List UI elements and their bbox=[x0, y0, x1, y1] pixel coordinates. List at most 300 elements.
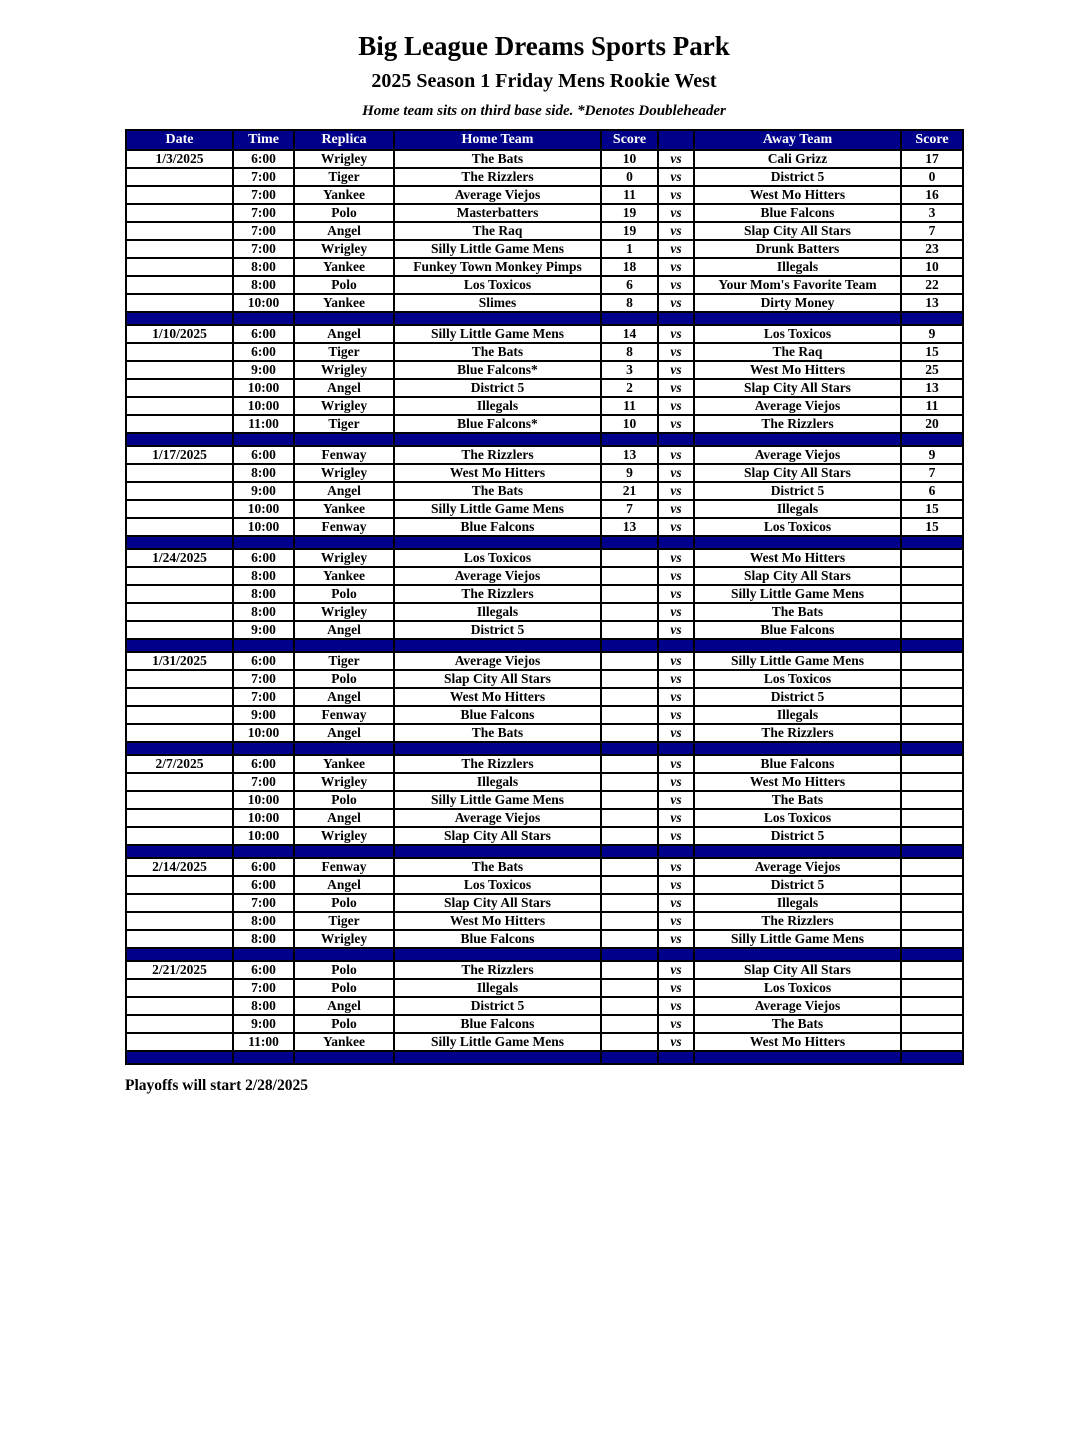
vs-cell: vs bbox=[658, 415, 694, 433]
date-cell bbox=[126, 809, 233, 827]
vs-cell: vs bbox=[658, 518, 694, 536]
separator-cell bbox=[394, 742, 601, 755]
replica-cell: Tiger bbox=[294, 168, 394, 186]
separator-cell bbox=[394, 1051, 601, 1064]
home-team-cell: Funkey Town Monkey Pimps bbox=[394, 258, 601, 276]
separator-row bbox=[126, 433, 963, 446]
separator-row bbox=[126, 1051, 963, 1064]
away-team-cell: Average Viejos bbox=[694, 446, 901, 464]
time-cell: 8:00 bbox=[233, 997, 294, 1015]
time-cell: 11:00 bbox=[233, 1033, 294, 1051]
away-team-cell: Your Mom's Favorite Team bbox=[694, 276, 901, 294]
replica-cell: Angel bbox=[294, 621, 394, 639]
home-team-cell: Masterbatters bbox=[394, 204, 601, 222]
time-cell: 10:00 bbox=[233, 397, 294, 415]
date-cell bbox=[126, 912, 233, 930]
home-score-cell: 10 bbox=[601, 150, 658, 168]
separator-cell bbox=[294, 948, 394, 961]
time-cell: 10:00 bbox=[233, 827, 294, 845]
replica-cell: Yankee bbox=[294, 500, 394, 518]
separator-cell bbox=[233, 639, 294, 652]
replica-cell: Wrigley bbox=[294, 464, 394, 482]
vs-cell: vs bbox=[658, 258, 694, 276]
time-cell: 7:00 bbox=[233, 688, 294, 706]
game-row bbox=[126, 827, 963, 845]
away-score-cell bbox=[901, 1015, 963, 1033]
home-score-cell bbox=[601, 688, 658, 706]
away-score-cell bbox=[901, 930, 963, 948]
column-header-time: Time bbox=[233, 130, 294, 150]
time-cell: 6:00 bbox=[233, 652, 294, 670]
replica-cell: Angel bbox=[294, 222, 394, 240]
home-score-cell bbox=[601, 912, 658, 930]
game-row bbox=[126, 204, 963, 222]
vs-cell: vs bbox=[658, 204, 694, 222]
time-cell: 7:00 bbox=[233, 670, 294, 688]
replica-cell: Polo bbox=[294, 961, 394, 979]
separator-cell bbox=[394, 536, 601, 549]
time-cell: 6:00 bbox=[233, 755, 294, 773]
vs-cell: vs bbox=[658, 567, 694, 585]
away-score-cell: 20 bbox=[901, 415, 963, 433]
home-score-cell: 0 bbox=[601, 168, 658, 186]
vs-cell: vs bbox=[658, 670, 694, 688]
separator-cell bbox=[394, 948, 601, 961]
separator-row bbox=[126, 312, 963, 325]
home-score-cell bbox=[601, 858, 658, 876]
away-team-cell: The Bats bbox=[694, 791, 901, 809]
date-cell bbox=[126, 518, 233, 536]
away-team-cell: The Bats bbox=[694, 603, 901, 621]
home-score-cell bbox=[601, 755, 658, 773]
away-score-cell bbox=[901, 670, 963, 688]
separator-cell bbox=[126, 1051, 233, 1064]
home-score-cell: 13 bbox=[601, 446, 658, 464]
replica-cell: Polo bbox=[294, 1015, 394, 1033]
away-score-cell bbox=[901, 912, 963, 930]
separator-cell bbox=[126, 312, 233, 325]
away-team-cell: Average Viejos bbox=[694, 997, 901, 1015]
separator-row bbox=[126, 639, 963, 652]
replica-cell: Polo bbox=[294, 894, 394, 912]
replica-cell: Polo bbox=[294, 204, 394, 222]
game-row bbox=[126, 603, 963, 621]
game-row bbox=[126, 549, 963, 567]
home-team-cell: The Bats bbox=[394, 858, 601, 876]
date-cell bbox=[126, 186, 233, 204]
separator-cell bbox=[601, 845, 658, 858]
vs-cell: vs bbox=[658, 827, 694, 845]
away-team-cell: Slap City All Stars bbox=[694, 379, 901, 397]
date-cell bbox=[126, 397, 233, 415]
game-row bbox=[126, 773, 963, 791]
away-score-cell bbox=[901, 997, 963, 1015]
separator-cell bbox=[658, 742, 694, 755]
replica-cell: Yankee bbox=[294, 567, 394, 585]
date-cell bbox=[126, 482, 233, 500]
home-score-cell bbox=[601, 724, 658, 742]
game-row bbox=[126, 258, 963, 276]
home-score-cell bbox=[601, 549, 658, 567]
date-cell bbox=[126, 979, 233, 997]
away-team-cell: Silly Little Game Mens bbox=[694, 585, 901, 603]
away-score-cell: 17 bbox=[901, 150, 963, 168]
home-team-cell: The Rizzlers bbox=[394, 168, 601, 186]
game-row bbox=[126, 464, 963, 482]
home-team-cell: Slap City All Stars bbox=[394, 894, 601, 912]
home-team-cell: Average Viejos bbox=[394, 186, 601, 204]
home-team-cell: Illegals bbox=[394, 773, 601, 791]
separator-cell bbox=[694, 845, 901, 858]
away-score-cell: 9 bbox=[901, 325, 963, 343]
home-score-cell bbox=[601, 930, 658, 948]
time-cell: 10:00 bbox=[233, 724, 294, 742]
home-team-cell: The Bats bbox=[394, 343, 601, 361]
replica-cell: Angel bbox=[294, 997, 394, 1015]
home-team-cell: Silly Little Game Mens bbox=[394, 1033, 601, 1051]
away-team-cell: Blue Falcons bbox=[694, 621, 901, 639]
separator-row bbox=[126, 948, 963, 961]
replica-cell: Angel bbox=[294, 809, 394, 827]
game-row bbox=[126, 876, 963, 894]
game-row bbox=[126, 343, 963, 361]
away-team-cell: Los Toxicos bbox=[694, 809, 901, 827]
column-header-home-score: Score bbox=[601, 130, 658, 150]
away-team-cell: Los Toxicos bbox=[694, 518, 901, 536]
separator-cell bbox=[294, 433, 394, 446]
away-score-cell bbox=[901, 706, 963, 724]
home-score-cell bbox=[601, 876, 658, 894]
game-row bbox=[126, 621, 963, 639]
away-score-cell: 7 bbox=[901, 464, 963, 482]
page-subtitle: 2025 Season 1 Friday Mens Rookie West bbox=[371, 70, 717, 92]
away-team-cell: West Mo Hitters bbox=[694, 186, 901, 204]
time-cell: 10:00 bbox=[233, 791, 294, 809]
home-score-cell bbox=[601, 1033, 658, 1051]
time-cell: 7:00 bbox=[233, 773, 294, 791]
separator-cell bbox=[694, 742, 901, 755]
replica-cell: Polo bbox=[294, 979, 394, 997]
home-team-cell: Blue Falcons bbox=[394, 1015, 601, 1033]
away-score-cell: 15 bbox=[901, 343, 963, 361]
away-score-cell: 15 bbox=[901, 518, 963, 536]
game-row bbox=[126, 446, 963, 464]
game-row bbox=[126, 688, 963, 706]
away-score-cell bbox=[901, 827, 963, 845]
time-cell: 10:00 bbox=[233, 518, 294, 536]
date-cell bbox=[126, 773, 233, 791]
away-team-cell: District 5 bbox=[694, 482, 901, 500]
home-team-cell: The Bats bbox=[394, 724, 601, 742]
away-team-cell: District 5 bbox=[694, 168, 901, 186]
game-row bbox=[126, 930, 963, 948]
replica-cell: Angel bbox=[294, 379, 394, 397]
replica-cell: Yankee bbox=[294, 1033, 394, 1051]
vs-cell: vs bbox=[658, 930, 694, 948]
game-row bbox=[126, 168, 963, 186]
game-row bbox=[126, 222, 963, 240]
game-row bbox=[126, 755, 963, 773]
replica-cell: Wrigley bbox=[294, 603, 394, 621]
game-row bbox=[126, 652, 963, 670]
home-score-cell: 7 bbox=[601, 500, 658, 518]
game-row bbox=[126, 567, 963, 585]
home-score-cell: 9 bbox=[601, 464, 658, 482]
separator-cell bbox=[126, 639, 233, 652]
vs-cell: vs bbox=[658, 276, 694, 294]
replica-cell: Fenway bbox=[294, 706, 394, 724]
separator-cell bbox=[694, 536, 901, 549]
separator-cell bbox=[126, 742, 233, 755]
date-cell: 1/24/2025 bbox=[126, 549, 233, 567]
game-row bbox=[126, 791, 963, 809]
separator-cell bbox=[901, 312, 963, 325]
date-cell: 2/21/2025 bbox=[126, 961, 233, 979]
home-score-cell bbox=[601, 773, 658, 791]
game-row bbox=[126, 961, 963, 979]
vs-cell: vs bbox=[658, 706, 694, 724]
replica-cell: Wrigley bbox=[294, 240, 394, 258]
home-score-cell: 10 bbox=[601, 415, 658, 433]
date-cell bbox=[126, 343, 233, 361]
replica-cell: Angel bbox=[294, 688, 394, 706]
date-cell bbox=[126, 688, 233, 706]
vs-cell: vs bbox=[658, 603, 694, 621]
separator-cell bbox=[601, 948, 658, 961]
vs-cell: vs bbox=[658, 809, 694, 827]
home-score-cell: 6 bbox=[601, 276, 658, 294]
home-team-cell: Silly Little Game Mens bbox=[394, 500, 601, 518]
replica-cell: Yankee bbox=[294, 755, 394, 773]
replica-cell: Yankee bbox=[294, 294, 394, 312]
date-cell bbox=[126, 724, 233, 742]
column-header-replica: Replica bbox=[294, 130, 394, 150]
replica-cell: Wrigley bbox=[294, 397, 394, 415]
vs-cell: vs bbox=[658, 325, 694, 343]
game-row bbox=[126, 397, 963, 415]
home-team-cell: The Bats bbox=[394, 482, 601, 500]
vs-cell: vs bbox=[658, 446, 694, 464]
home-score-cell bbox=[601, 706, 658, 724]
vs-cell: vs bbox=[658, 397, 694, 415]
date-cell bbox=[126, 603, 233, 621]
replica-cell: Fenway bbox=[294, 446, 394, 464]
replica-cell: Fenway bbox=[294, 518, 394, 536]
away-score-cell: 6 bbox=[901, 482, 963, 500]
game-row bbox=[126, 997, 963, 1015]
home-team-cell: Slap City All Stars bbox=[394, 670, 601, 688]
vs-cell: vs bbox=[658, 343, 694, 361]
separator-cell bbox=[233, 433, 294, 446]
separator-cell bbox=[901, 639, 963, 652]
home-score-cell: 11 bbox=[601, 186, 658, 204]
date-cell bbox=[126, 240, 233, 258]
separator-cell bbox=[294, 639, 394, 652]
time-cell: 6:00 bbox=[233, 325, 294, 343]
date-cell: 1/17/2025 bbox=[126, 446, 233, 464]
date-cell bbox=[126, 500, 233, 518]
away-team-cell: Illegals bbox=[694, 706, 901, 724]
vs-cell: vs bbox=[658, 549, 694, 567]
date-cell: 1/3/2025 bbox=[126, 150, 233, 168]
away-score-cell bbox=[901, 549, 963, 567]
game-row bbox=[126, 979, 963, 997]
away-team-cell: Los Toxicos bbox=[694, 979, 901, 997]
time-cell: 9:00 bbox=[233, 1015, 294, 1033]
away-score-cell: 13 bbox=[901, 294, 963, 312]
away-score-cell bbox=[901, 603, 963, 621]
date-cell: 1/31/2025 bbox=[126, 652, 233, 670]
date-cell bbox=[126, 567, 233, 585]
home-score-cell bbox=[601, 809, 658, 827]
replica-cell: Angel bbox=[294, 482, 394, 500]
away-score-cell: 13 bbox=[901, 379, 963, 397]
time-cell: 7:00 bbox=[233, 186, 294, 204]
date-cell: 1/10/2025 bbox=[126, 325, 233, 343]
home-team-cell: Illegals bbox=[394, 603, 601, 621]
date-cell bbox=[126, 827, 233, 845]
time-cell: 6:00 bbox=[233, 150, 294, 168]
time-cell: 6:00 bbox=[233, 876, 294, 894]
separator-cell bbox=[394, 433, 601, 446]
vs-cell: vs bbox=[658, 791, 694, 809]
away-team-cell: Silly Little Game Mens bbox=[694, 652, 901, 670]
away-score-cell bbox=[901, 773, 963, 791]
away-score-cell bbox=[901, 961, 963, 979]
separator-cell bbox=[601, 433, 658, 446]
home-team-cell: The Bats bbox=[394, 150, 601, 168]
home-team-cell: District 5 bbox=[394, 997, 601, 1015]
playoffs-note: Playoffs will start 2/28/2025 bbox=[125, 1077, 308, 1094]
separator-cell bbox=[901, 1051, 963, 1064]
home-score-cell: 18 bbox=[601, 258, 658, 276]
home-team-cell: The Rizzlers bbox=[394, 755, 601, 773]
away-score-cell bbox=[901, 858, 963, 876]
away-score-cell bbox=[901, 809, 963, 827]
vs-cell: vs bbox=[658, 585, 694, 603]
home-team-cell: Silly Little Game Mens bbox=[394, 325, 601, 343]
time-cell: 9:00 bbox=[233, 361, 294, 379]
home-team-cell: Los Toxicos bbox=[394, 876, 601, 894]
separator-cell bbox=[601, 639, 658, 652]
home-score-cell bbox=[601, 791, 658, 809]
away-score-cell: 3 bbox=[901, 204, 963, 222]
separator-cell bbox=[658, 433, 694, 446]
home-team-cell: West Mo Hitters bbox=[394, 688, 601, 706]
game-row bbox=[126, 186, 963, 204]
separator-cell bbox=[294, 742, 394, 755]
separator-row bbox=[126, 845, 963, 858]
home-score-cell: 3 bbox=[601, 361, 658, 379]
separator-cell bbox=[394, 845, 601, 858]
home-score-cell bbox=[601, 997, 658, 1015]
date-cell bbox=[126, 670, 233, 688]
column-header-away-team: Away Team bbox=[694, 130, 901, 150]
date-cell bbox=[126, 276, 233, 294]
separator-cell bbox=[694, 948, 901, 961]
away-team-cell: The Raq bbox=[694, 343, 901, 361]
time-cell: 8:00 bbox=[233, 567, 294, 585]
home-team-cell: Blue Falcons bbox=[394, 706, 601, 724]
home-team-cell: The Rizzlers bbox=[394, 446, 601, 464]
home-team-cell: District 5 bbox=[394, 379, 601, 397]
separator-cell bbox=[658, 536, 694, 549]
time-cell: 7:00 bbox=[233, 240, 294, 258]
time-cell: 7:00 bbox=[233, 168, 294, 186]
date-cell: 2/14/2025 bbox=[126, 858, 233, 876]
vs-cell: vs bbox=[658, 361, 694, 379]
replica-cell: Polo bbox=[294, 670, 394, 688]
away-score-cell bbox=[901, 567, 963, 585]
away-team-cell: Silly Little Game Mens bbox=[694, 930, 901, 948]
time-cell: 8:00 bbox=[233, 276, 294, 294]
time-cell: 7:00 bbox=[233, 894, 294, 912]
date-cell bbox=[126, 1015, 233, 1033]
separator-cell bbox=[694, 433, 901, 446]
column-header-vs bbox=[658, 130, 694, 150]
away-score-cell bbox=[901, 876, 963, 894]
home-team-cell: Blue Falcons bbox=[394, 518, 601, 536]
away-score-cell: 9 bbox=[901, 446, 963, 464]
time-cell: 6:00 bbox=[233, 549, 294, 567]
date-cell bbox=[126, 894, 233, 912]
away-team-cell: The Rizzlers bbox=[694, 415, 901, 433]
away-score-cell bbox=[901, 791, 963, 809]
time-cell: 6:00 bbox=[233, 446, 294, 464]
replica-cell: Tiger bbox=[294, 343, 394, 361]
replica-cell: Wrigley bbox=[294, 549, 394, 567]
away-team-cell: West Mo Hitters bbox=[694, 549, 901, 567]
vs-cell: vs bbox=[658, 755, 694, 773]
home-score-cell: 11 bbox=[601, 397, 658, 415]
away-score-cell: 10 bbox=[901, 258, 963, 276]
away-score-cell bbox=[901, 979, 963, 997]
separator-cell bbox=[233, 312, 294, 325]
column-header-date: Date bbox=[126, 130, 233, 150]
home-score-cell: 21 bbox=[601, 482, 658, 500]
page-title: Big League Dreams Sports Park bbox=[358, 31, 730, 61]
replica-cell: Tiger bbox=[294, 415, 394, 433]
home-score-cell bbox=[601, 603, 658, 621]
time-cell: 8:00 bbox=[233, 603, 294, 621]
home-score-cell: 13 bbox=[601, 518, 658, 536]
vs-cell: vs bbox=[658, 464, 694, 482]
vs-cell: vs bbox=[658, 979, 694, 997]
vs-cell: vs bbox=[658, 724, 694, 742]
replica-cell: Angel bbox=[294, 325, 394, 343]
vs-cell: vs bbox=[658, 894, 694, 912]
home-score-cell bbox=[601, 670, 658, 688]
away-team-cell: Average Viejos bbox=[694, 858, 901, 876]
schedule-table bbox=[125, 129, 964, 1065]
home-score-cell bbox=[601, 621, 658, 639]
away-team-cell: Dirty Money bbox=[694, 294, 901, 312]
away-team-cell: Slap City All Stars bbox=[694, 961, 901, 979]
away-team-cell: West Mo Hitters bbox=[694, 773, 901, 791]
header-row bbox=[126, 130, 963, 150]
away-team-cell: Blue Falcons bbox=[694, 755, 901, 773]
home-score-cell: 1 bbox=[601, 240, 658, 258]
date-cell bbox=[126, 168, 233, 186]
separator-cell bbox=[233, 845, 294, 858]
vs-cell: vs bbox=[658, 150, 694, 168]
date-cell bbox=[126, 621, 233, 639]
separator-cell bbox=[658, 312, 694, 325]
date-cell bbox=[126, 997, 233, 1015]
separator-cell bbox=[294, 536, 394, 549]
vs-cell: vs bbox=[658, 240, 694, 258]
time-cell: 8:00 bbox=[233, 912, 294, 930]
